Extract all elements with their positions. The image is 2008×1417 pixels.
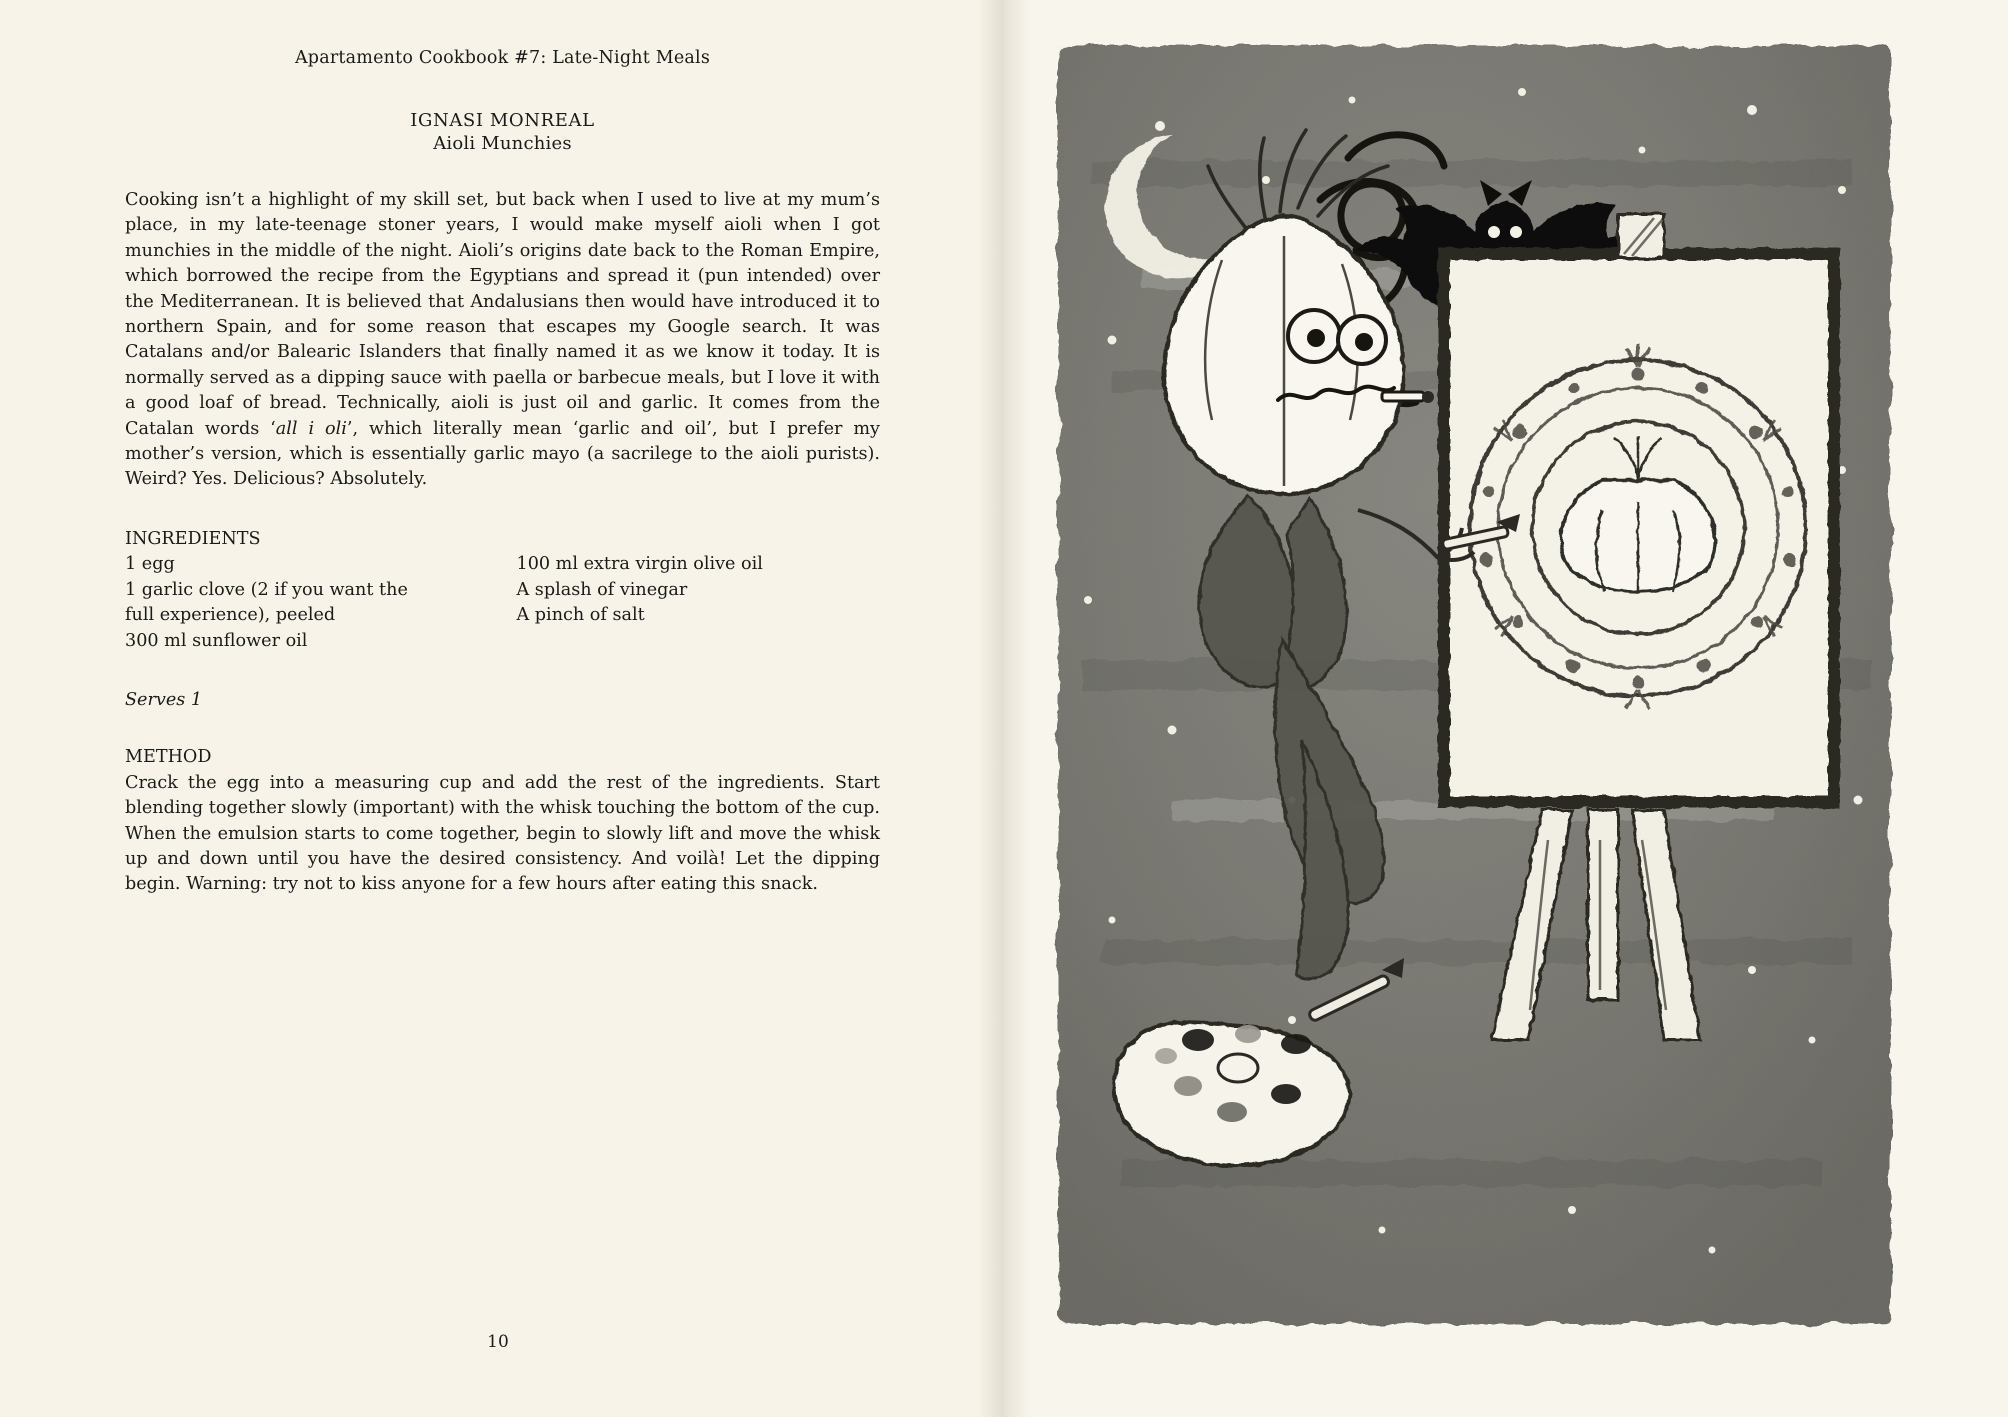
ingredient-line: 1 garlic clove (2 if you want the [125, 579, 408, 600]
page-number [0, 1332, 1004, 1352]
ingredients-column-right [503, 552, 881, 654]
running-head: Apartamento Cookbook #7: Late-Night Meals [294, 48, 711, 68]
recipe-intro-paragraph: Cooking isn’t a highlight of my skill set, but back when I used to live at my mum’s place, in my late-teenage stoner years, I would make myself aioli when I got munchies in the middle of the night. Aioli’s origins date back to the Roman Empire, which borrowed the recipe from the Egyptians and spread it (pun intended) over the Mediterranean. It is believed that Andalusians then would have introduced it to northern Spain, and for some reason that escapes my Google search. It was Catalans and/or Balearic Islanders that finally named it as we know it today. It is normally served as a dipping sauce with paella or barbecue meals, but I love it with a good loaf of bread. Technically, aioli is just oil and garlic. It comes from the Catalan words ‘all i oli’, which literally mean ‘garlic and oil’, but I prefer my mother’s version, which is essentially garlic mayo (a sacrilege to the aioli purists). Weird? Yes. Delicious? Absolutely. [125, 190, 880, 490]
ingredients-column-left [125, 552, 503, 654]
ingredient-line: A splash of vinegar [516, 579, 688, 600]
serves-note: Serves 1 [125, 689, 203, 710]
recipe-title: Aioli Munchies [433, 133, 572, 154]
recipe-text-column [125, 48, 880, 898]
right-page [1004, 0, 2008, 1417]
ingredient-line: 1 egg [125, 554, 175, 575]
page-number-value: 10 [487, 1332, 509, 1352]
ingredients-columns [125, 552, 880, 654]
illustration-svg [1052, 40, 1897, 1330]
ingredient-line: full experience), peeled [125, 605, 336, 626]
ingredient-line: 300 ml sunflower oil [125, 630, 308, 651]
ingredient-line: 100 ml extra virgin olive oil [516, 554, 763, 575]
ingredient-line: A pinch of salt [516, 605, 645, 626]
recipe-author: IGNASI MONREAL [410, 110, 595, 131]
cigarette [1382, 391, 1434, 403]
method-paragraph: Crack the egg into a measuring cup and add the rest of the ingredients. Start blending together slowly (important) with the whisk touching the bottom of the cup. When the emulsion starts to come together, begin to slowly lift and move the whisk up and down until you have the desired consistency. And voilà! Let the dipping begin. Warning: try not to kiss anyone for a few hours after eating this snack. [125, 772, 880, 895]
ingredients-heading: INGREDIENTS [125, 528, 261, 549]
illustration [1052, 40, 1897, 1330]
method-heading: METHOD [125, 747, 212, 768]
